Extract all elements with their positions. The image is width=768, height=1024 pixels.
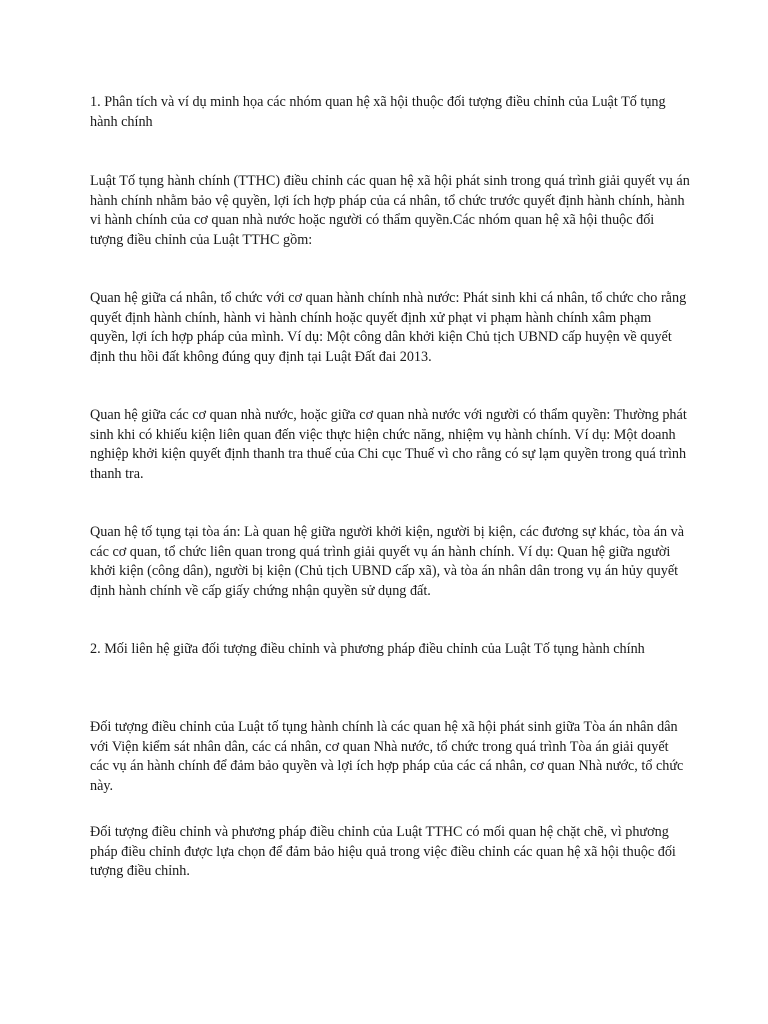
relationship-paragraph: Đối tượng điều chỉnh và phương pháp điều chỉnh của Luật TTHC có mối quan hệ chặt chẽ, vì phương pháp điều chỉnh được lựa chọn để đảm bảo hiệu quả trong việc điều chỉnh các quan hệ xã hội thuộc đối tượng điều chỉnh. [90, 824, 676, 879]
relation-group-1-paragraph: Quan hệ giữa cá nhân, tổ chức với cơ quan hành chính nhà nước: Phát sinh khi cá nhân, tổ chức cho rằng quyết định hành chính, hành vi hành chính hoặc quyết định xử phạt vi phạm hành chính xâm phạm quyền, lợi ích hợp pháp của mình. Ví dụ: Một công dân khởi kiện Chủ tịch UBND cấp huyện về quyết định thu hồi đất không đúng quy định tại Luật Đất đai 2013. [90, 290, 687, 365]
relation-group-3-paragraph: Quan hệ tố tụng tại tòa án: Là quan hệ giữa người khởi kiện, người bị kiện, các đương sự khác, tòa án và các cơ quan, tổ chức liên quan trong quá trình giải quyết vụ án hành chính. Ví dụ: Quan hệ giữa người khởi kiện (công dân), người bị kiện (Chủ tịch UBND cấp xã), và tòa án nhân dân trong vụ án hủy quyết định hành chính về cấp giấy chứng nhận quyền sử dụng đất. [90, 524, 685, 599]
section-1-heading: 1. Phân tích và ví dụ minh họa các nhóm quan hệ xã hội thuộc đối tượng điều chỉnh của Luật Tố tụng hành chính [90, 94, 666, 130]
regulated-object-paragraph: Đối tượng điều chỉnh của Luật tố tụng hành chính là các quan hệ xã hội phát sinh giữa Tòa án nhân dân với Viện kiểm sát nhân dân, các cá nhân, cơ quan Nhà nước, tổ chức trong quá trình Tòa án giải quyết các vụ án hành chính để đảm bảo quyền và lợi ích hợp pháp của các cá nhân, cơ quan Nhà nước, tổ chức này. [90, 719, 684, 794]
relation-group-2-paragraph: Quan hệ giữa các cơ quan nhà nước, hoặc giữa cơ quan nhà nước với người có thẩm quyền: Thường phát sinh khi có khiếu kiện liên quan đến việc thực hiện chức năng, nhiệm vụ hành chính. Ví dụ: Một doanh nghiệp khởi kiện quyết định thanh tra thuế của Chi cục Thuế vì cho rằng có sự lạm quyền trong quá trình thanh tra. [90, 407, 687, 482]
intro-paragraph: Luật Tố tụng hành chính (TTHC) điều chỉnh các quan hệ xã hội phát sinh trong quá trình giải quyết vụ án hành chính nhằm bảo vệ quyền, lợi ích hợp pháp của cá nhân, tổ chức trước quyết định hành chính, hành vi hành chính của cơ quan nhà nước hoặc người có thẩm quyền.Các nhóm quan hệ xã hội thuộc đối tượng điều chỉnh của Luật TTHC gồm: [90, 173, 690, 248]
section-2-heading: 2. Mối liên hệ giữa đối tượng điều chỉnh và phương pháp điều chỉnh của Luật Tố tụng hành chính [90, 641, 645, 657]
